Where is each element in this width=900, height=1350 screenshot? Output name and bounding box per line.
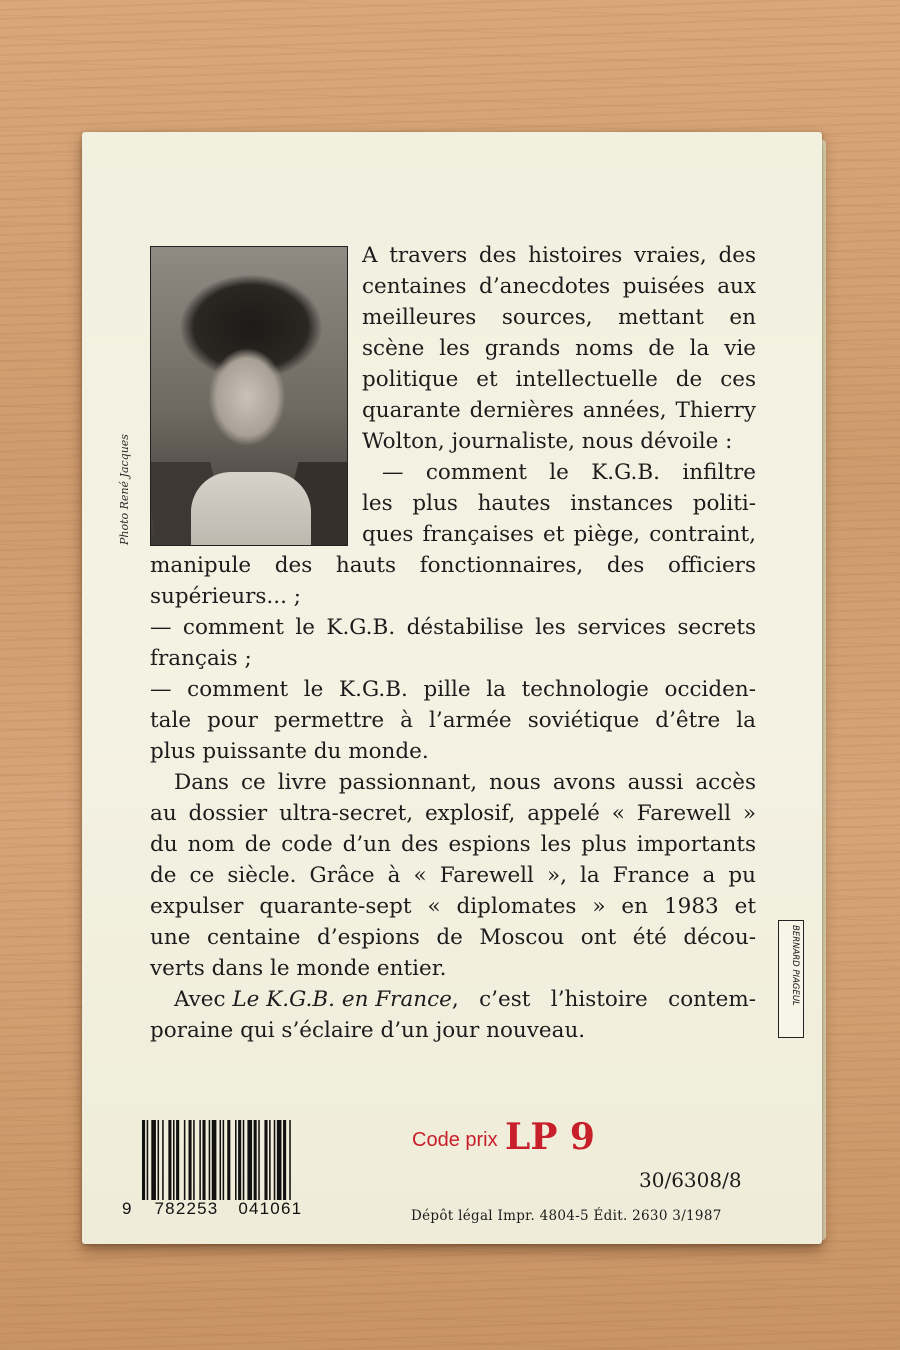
barcode-bar — [223, 1120, 225, 1200]
blurb-line: une centaine d’espions de Moscou ont été décou- — [150, 925, 756, 950]
barcode-bar — [238, 1120, 241, 1200]
barcode-bar — [168, 1120, 171, 1200]
blurb-line: au dossier ultra-secret, explosif, appelé « Farewell » — [150, 801, 756, 826]
barcode-bar — [235, 1120, 237, 1200]
blurb-line: expulser quarante-sept « diplomates » en 1983 et — [150, 894, 756, 919]
isbn-group-1: 782253 — [154, 1199, 219, 1218]
blurb-line: français ; — [150, 646, 252, 671]
blurb-line: quarante dernières années, Thierry — [362, 398, 756, 423]
barcode-bar — [151, 1120, 156, 1200]
blurb-line: meilleures sources, mettant en — [362, 305, 756, 330]
isbn-number — [122, 1199, 302, 1219]
blurb-line: les plus hautes instances politi- — [362, 491, 756, 516]
barcode-bar — [202, 1120, 205, 1200]
last-para-prefix: Avec — [174, 987, 233, 1012]
blurb-line: Dans ce livre passionnant, nous avons aussi accès — [174, 770, 756, 795]
barcode-bar — [147, 1120, 149, 1200]
blurb-line: poraine qui s’éclaire d’un jour nouveau. — [150, 1018, 586, 1043]
blurb-line: Wolton, journaliste, nous dévoile : — [362, 429, 733, 454]
code-prix-value: LP 9 — [505, 1116, 595, 1158]
barcode-bar — [173, 1120, 175, 1200]
blurb-line: — comment le K.G.B. pille la technologie occiden- — [150, 677, 756, 702]
barcode-bar — [158, 1120, 160, 1200]
blurb-line: verts dans le monde entier. — [150, 956, 447, 981]
barcode-bar — [283, 1120, 286, 1200]
barcode-bar — [189, 1120, 192, 1200]
barcode-bar — [254, 1120, 257, 1200]
barcode-bar — [142, 1120, 145, 1200]
reference-code: 30/6308/8 — [639, 1168, 742, 1192]
blurb-line: politique et intellectuelle de ces — [362, 367, 756, 392]
blurb-line: A travers des histoires vraies, des — [362, 243, 756, 268]
barcode-bar — [209, 1120, 211, 1200]
blurb-line: scène les grands noms de la vie — [362, 336, 756, 361]
barcode-bar — [199, 1120, 201, 1200]
barcode-bar — [162, 1120, 164, 1200]
blurb-last-para-line1 — [174, 984, 756, 1015]
blurb-line: tale pour permettre à l’armée soviétique d’être la — [150, 708, 756, 733]
barcode-bar — [176, 1120, 179, 1200]
depot-legal: Dépôt légal Impr. 4804-5 Édit. 2630 3/1987 — [411, 1208, 722, 1224]
barcode-bar — [258, 1120, 260, 1200]
code-prix-label: Code prix — [412, 1129, 498, 1151]
blurb-line: — comment le K.G.B. infiltre — [382, 460, 756, 485]
blurb-line: centaines d’anecdotes puisées aux — [362, 274, 756, 299]
barcode-bar — [277, 1120, 282, 1200]
blurb-line: de ce siècle. Grâce à « Farewell », la France a pu — [150, 863, 756, 888]
isbn-group-2: 041061 — [238, 1199, 303, 1218]
blurb-line: manipule des hauts fonctionnaires, des officiers — [150, 553, 756, 578]
publisher-logo — [778, 920, 804, 1038]
blurb-line: ques françaises et piège, contraint, — [362, 522, 756, 547]
barcode-bar — [212, 1120, 217, 1200]
publisher-logo-text: BERNARD PIAGEUL — [790, 925, 800, 1006]
last-para-suffix: , c’est l’histoire contem- — [451, 987, 756, 1012]
barcode-bar — [227, 1120, 230, 1200]
author-photo — [150, 246, 348, 546]
barcode-bar — [269, 1120, 271, 1200]
blurb-line: du nom de code d’un des espions les plus importants — [150, 832, 756, 857]
blurb-line: supérieurs... ; — [150, 584, 301, 609]
book-title-italic: Le K.G.B. en France — [232, 987, 452, 1012]
blurb-line: — comment le K.G.B. déstabilise les services secrets — [150, 615, 756, 640]
barcode-bar — [184, 1120, 186, 1200]
barcode-bar — [243, 1120, 245, 1200]
blurb-line: plus puissante du monde. — [150, 739, 429, 764]
barcode-bar — [193, 1120, 195, 1200]
photo-credit: Photo René Jacques — [118, 434, 131, 545]
barcode-bar — [264, 1120, 267, 1200]
photo-shirt — [191, 472, 311, 546]
barcode-bar — [220, 1120, 222, 1200]
barcode-bar — [247, 1120, 252, 1200]
barcode-bar — [274, 1120, 276, 1200]
isbn-first-digit: 9 — [122, 1199, 133, 1218]
barcode-bar — [289, 1120, 291, 1200]
